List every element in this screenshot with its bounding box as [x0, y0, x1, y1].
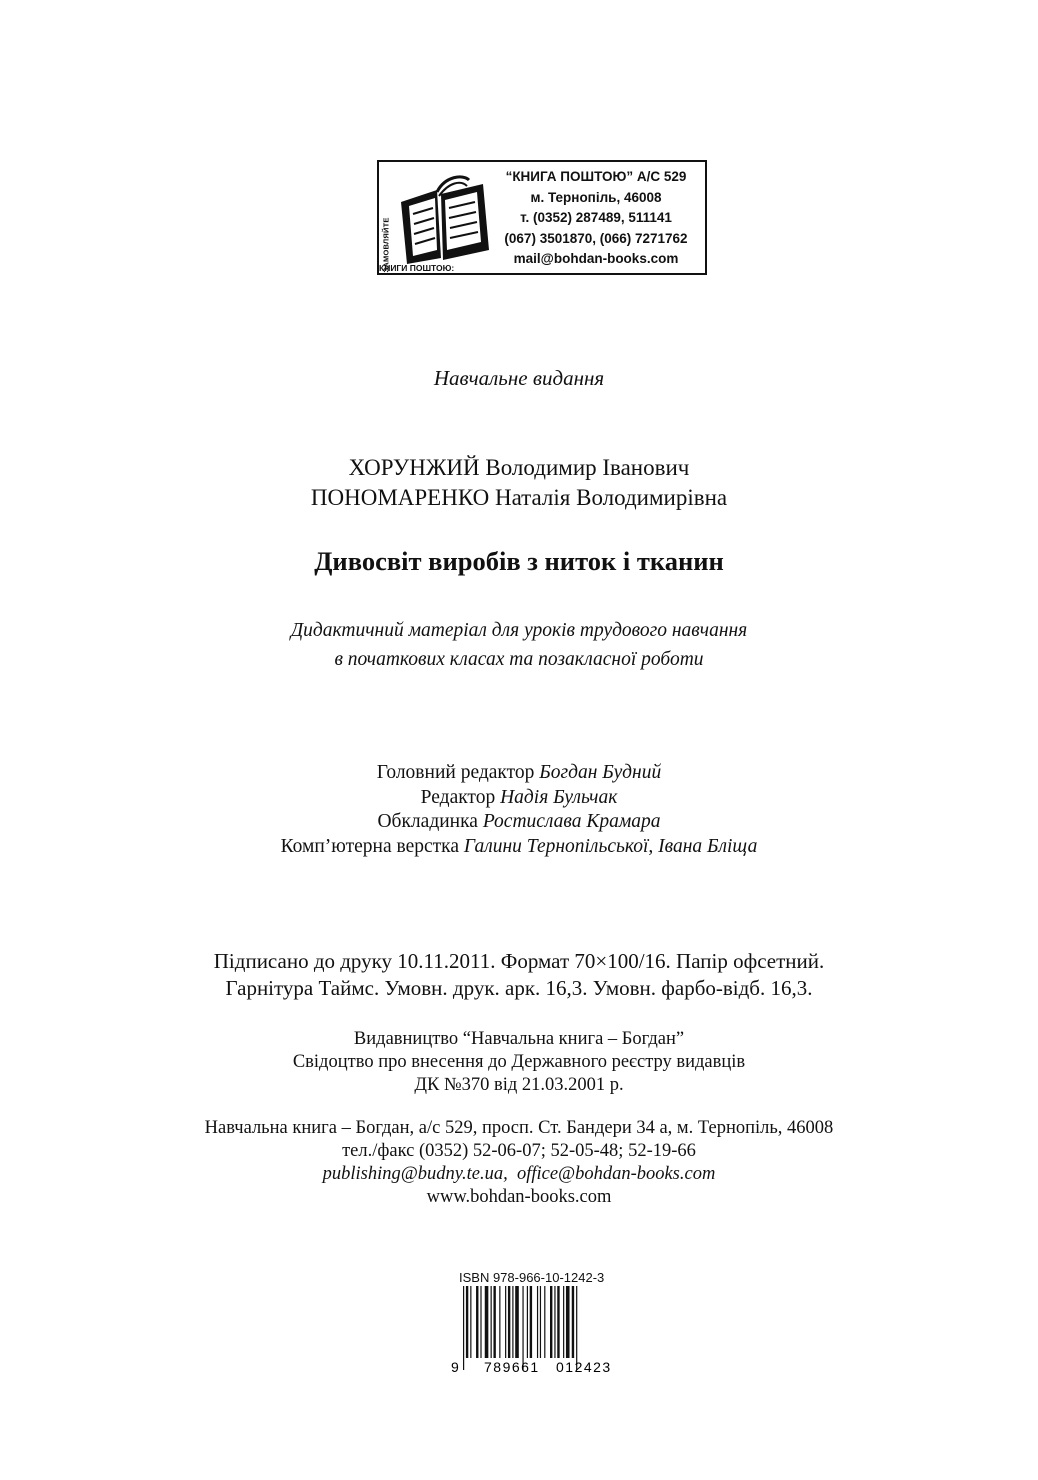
- author-2: ПОНОМАРЕНКО Наталія Володимирівна: [310, 485, 728, 510]
- barcode-digits-left: 789661: [484, 1359, 540, 1374]
- barcode-bar: [576, 1286, 577, 1370]
- barcode-bar: [470, 1286, 471, 1358]
- credit-editor: Редактор Надія Бульчак: [420, 786, 618, 808]
- stamp-line: м. Тернопіль, 46008: [530, 189, 662, 205]
- barcode-bar: [566, 1286, 570, 1358]
- barcode-bar: [466, 1286, 468, 1358]
- publisher-info: [0, 1028, 1038, 1097]
- barcode-bar: [554, 1286, 555, 1358]
- email-link[interactable]: office@bohdan-books.com: [516, 1164, 716, 1184]
- book-title: Дивосвіт виробів з ниток і тканин: [314, 546, 724, 576]
- stamp-line: т. (0352) 287489, 511141: [520, 210, 672, 225]
- barcode-bar: [544, 1286, 545, 1358]
- print-info-line: Гарнітура Таймс. Умовн. друк. арк. 16,3. Умовн. фарбо-відб. 16,3.: [225, 976, 813, 1000]
- credit-layout: Комп’ютерна верстка Галини Тернопільської, Івана Бліща: [280, 835, 758, 857]
- barcode-bar: [499, 1286, 500, 1358]
- credit-chief-editor: Головний редактор Богдан Будний: [376, 762, 662, 783]
- mail-order-stamp: [377, 160, 707, 275]
- barcode-bar: [485, 1286, 489, 1358]
- barcode-bar: [530, 1286, 532, 1358]
- author-1: ХОРУНЖИЙ Володимир Іванович: [348, 455, 690, 480]
- stamp-side-label: ЗАМОВЛЯЙТЕ: [381, 217, 391, 273]
- print-info-line: Підписано до друку 10.11.2011. Формат 70×100/16. Папір офсетний.: [213, 949, 825, 973]
- barcode-bar: [508, 1286, 510, 1358]
- barcode-bar: [476, 1286, 478, 1358]
- publisher-address: [0, 1117, 1038, 1209]
- stamp-contact-lines: [487, 167, 705, 270]
- publisher-line: Видавництво “Навчальна книга – Богдан”: [353, 1029, 685, 1049]
- stamp-bottom-label: КНИГИ ПОШТОЮ:: [379, 263, 455, 273]
- credits: [0, 761, 1038, 859]
- barcode-bar: [493, 1286, 495, 1358]
- barcode-bar: [480, 1286, 481, 1358]
- edition-type: Навчальне видання: [433, 366, 605, 390]
- barcode-bar: [491, 1286, 492, 1358]
- stamp-line: mail@bohdan-books.com: [513, 251, 679, 266]
- barcode-bar: [522, 1286, 523, 1370]
- credit-cover: Обкладинка Ростислава Крамара: [377, 811, 661, 832]
- subtitle-line-1: Дидактичний матеріал для уроків трудового навчання: [290, 620, 748, 641]
- isbn-label: ISBN 978-966-10-1242-3: [459, 1270, 605, 1285]
- barcode-bar: [515, 1286, 519, 1358]
- barcode-bar: [527, 1286, 528, 1358]
- phone-line: тел./факс (0352) 52-06-07; 52-05-48; 52-19-66: [342, 1141, 696, 1161]
- authors: [0, 453, 1038, 513]
- stamp-line: “КНИГА ПОШТОЮ” А/С 529: [505, 169, 687, 184]
- book-subtitle: [0, 616, 1038, 674]
- barcode-bar: [537, 1286, 538, 1358]
- email-line: [0, 1163, 1038, 1186]
- barcode-digits-right: 012423: [556, 1359, 612, 1374]
- publisher-line: ДК №370 від 21.03.2001 р.: [414, 1075, 624, 1095]
- barcode-bar: [550, 1286, 552, 1358]
- barcode-bar: [505, 1286, 506, 1358]
- barcode-bar: [540, 1286, 541, 1358]
- isbn-barcode: [449, 1286, 619, 1374]
- subtitle-line-2: в початкових класах та позакласної роботи: [334, 649, 704, 670]
- barcode-bar: [563, 1286, 564, 1358]
- barcode-bar: [557, 1286, 559, 1358]
- stamp-line: (067) 3501870, (066) 7271762: [504, 230, 688, 246]
- open-book-icon: [397, 172, 492, 264]
- barcode-bar: [572, 1286, 574, 1358]
- print-info: [0, 948, 1038, 1002]
- barcode-digit-first: 9: [451, 1359, 459, 1374]
- website-link[interactable]: www.bohdan-books.com: [426, 1187, 612, 1207]
- publisher-line: Свідоцтво про внесення до Державного реєстру видавців: [292, 1052, 746, 1072]
- email-link[interactable]: publishing@budny.te.ua,: [322, 1164, 508, 1184]
- address-line: Навчальна книга – Богдан, а/с 529, просп. Ст. Бандери 34 а, м. Тернопіль, 46008: [204, 1118, 834, 1138]
- barcode-bar: [463, 1286, 464, 1370]
- barcode-bar: [512, 1286, 513, 1358]
